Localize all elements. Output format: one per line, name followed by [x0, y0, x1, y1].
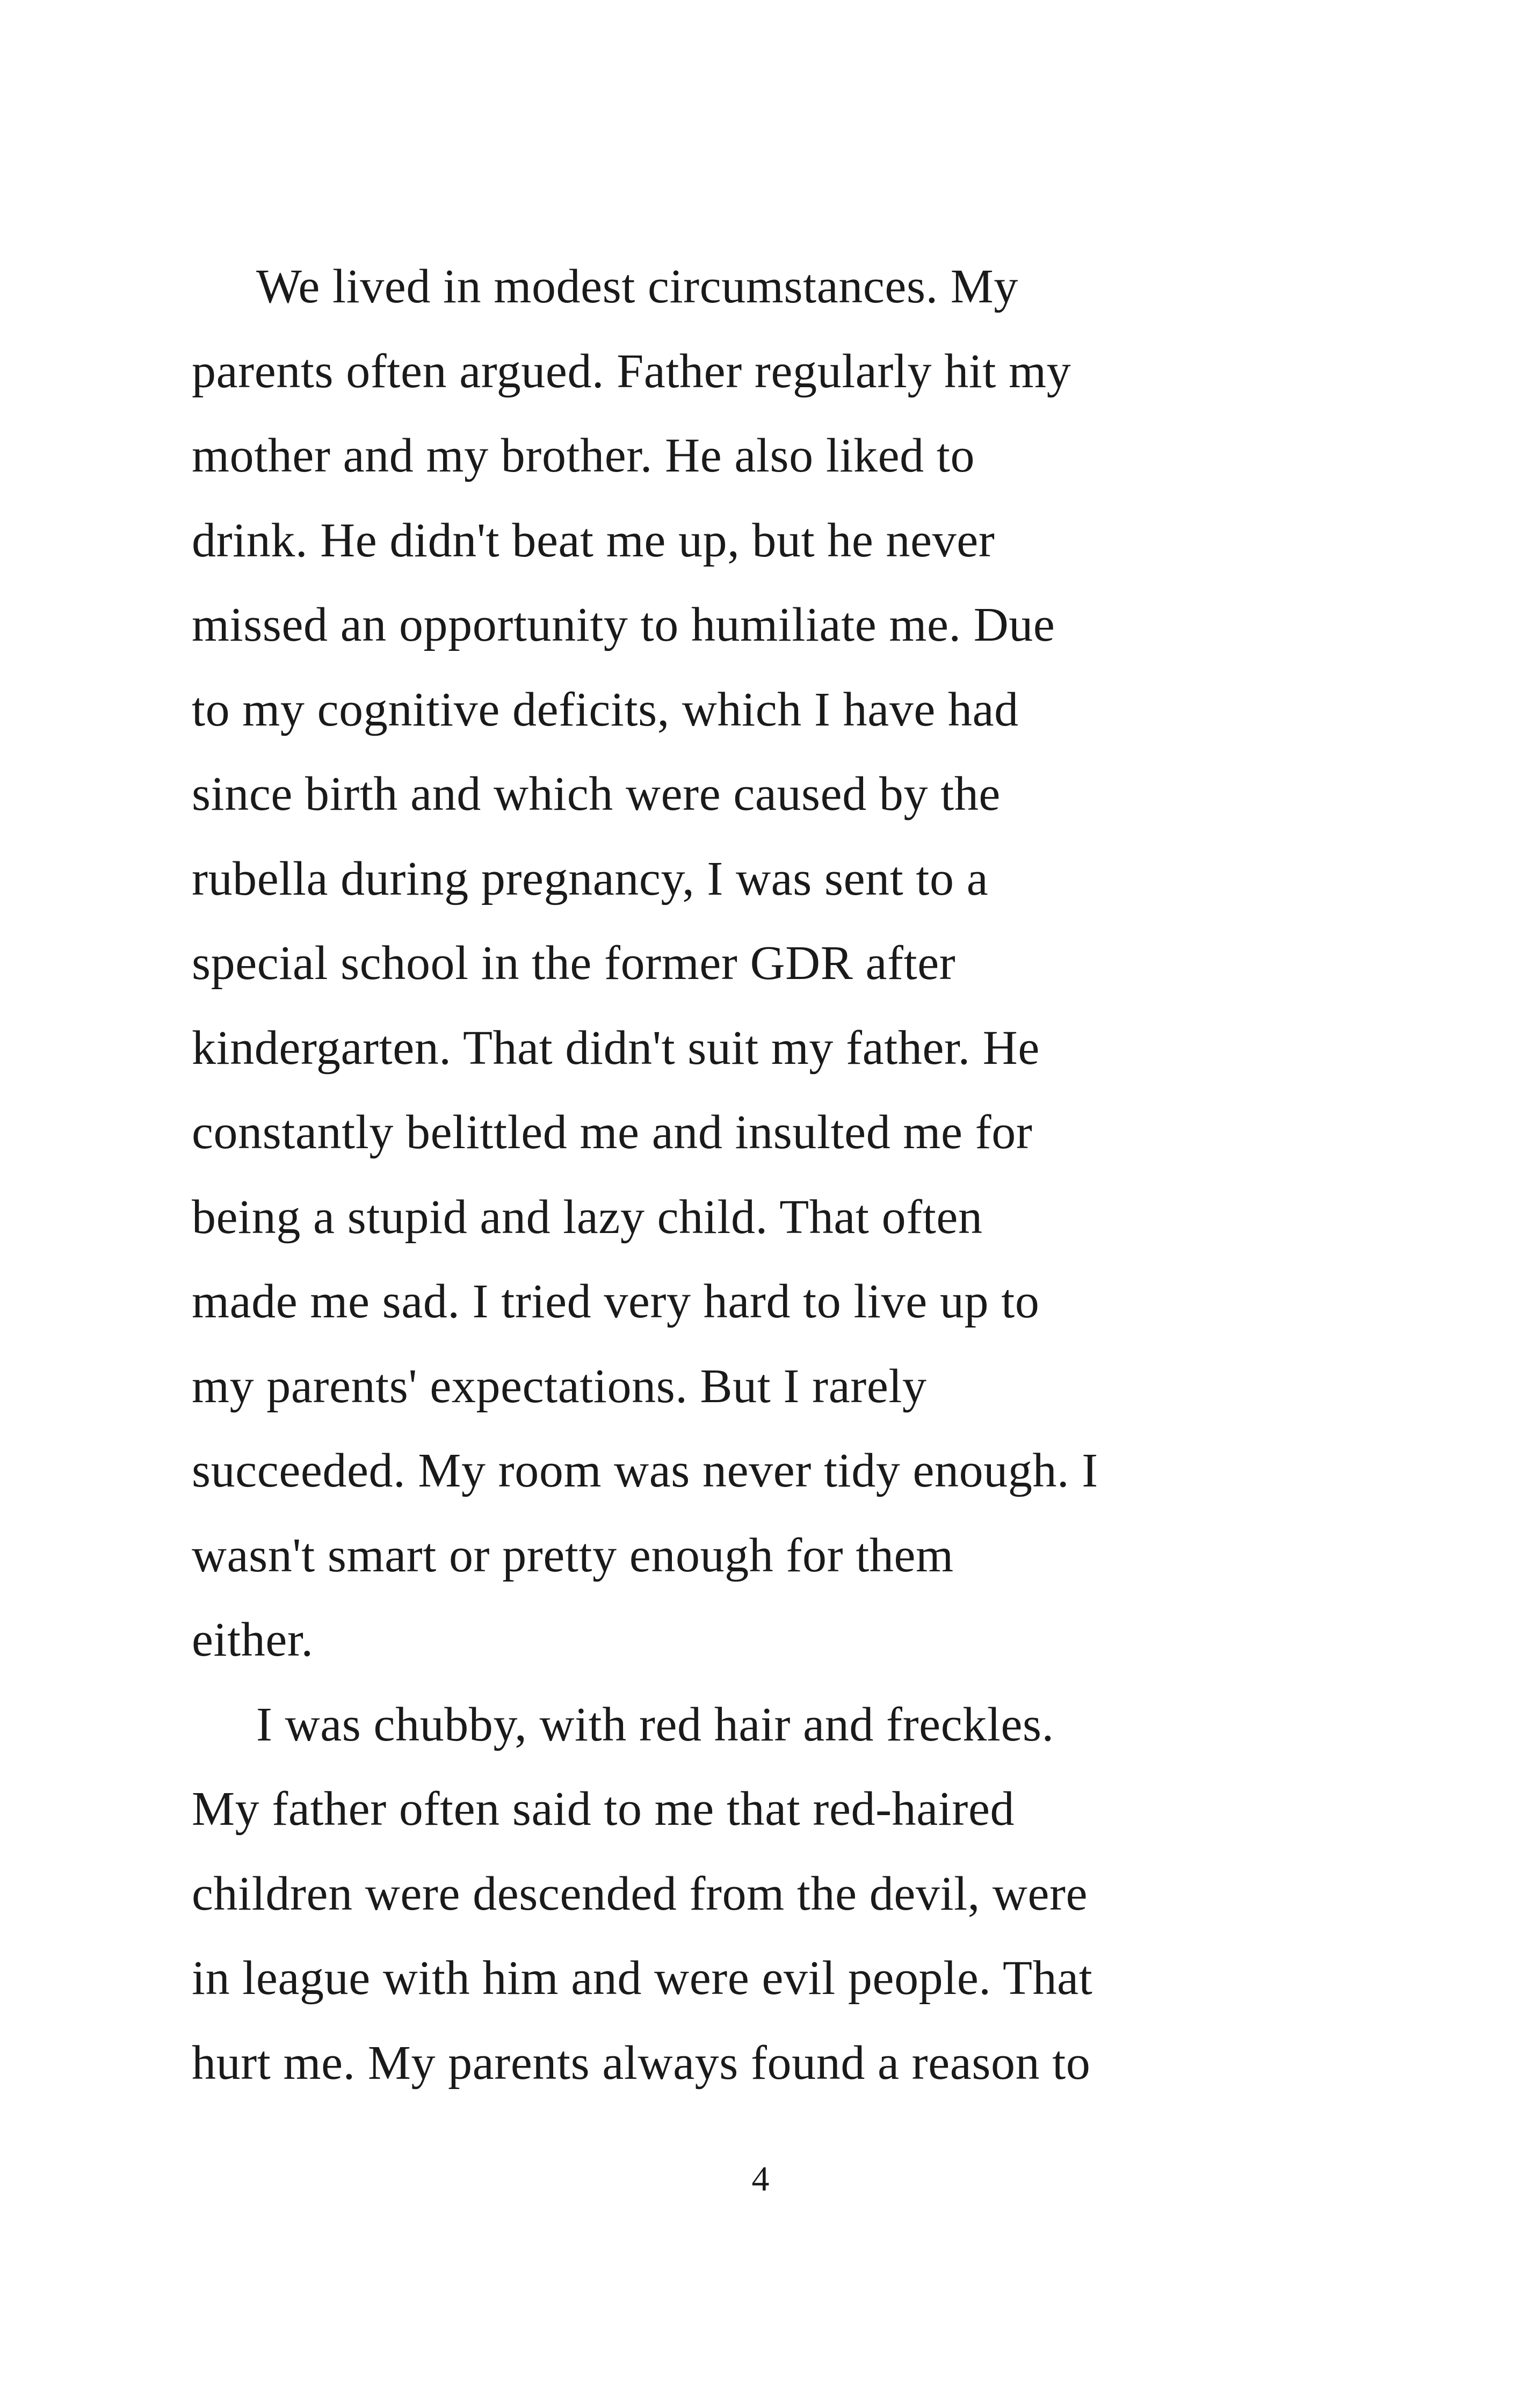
text-line: I was chubby, with red hair and freckles.: [256, 1698, 1054, 1751]
text-line: missed an opportunity to humiliate me. Due: [192, 598, 1055, 651]
text-line: succeeded. My room was never tidy enough. I: [192, 1444, 1098, 1497]
text-line: rubella during pregnancy, I was sent to a: [192, 852, 989, 905]
text-line: since birth and which were caused by the: [192, 767, 1001, 821]
paragraph-1: [192, 244, 1244, 1682]
text-line: either.: [192, 1613, 314, 1666]
text-line: hurt me. My parents always found a reason to: [192, 2036, 1091, 2090]
text-line: special school in the former GDR after: [192, 937, 956, 990]
text-line: parents often argued. Father regularly hit my: [192, 344, 1071, 398]
text-line: mother and my brother. He also liked to: [192, 429, 975, 482]
text-line: constantly belittled me and insulted me for: [192, 1106, 1033, 1159]
text-line: drink. He didn't beat me up, but he never: [192, 513, 995, 567]
text-line: My father often said to me that red-haired: [192, 1782, 1015, 1836]
text-line: children were descended from the devil, were: [192, 1867, 1088, 1920]
text-line: wasn't smart or pretty enough for them: [192, 1528, 954, 1582]
body-text: [192, 244, 1244, 2105]
page-number: 4: [751, 2159, 770, 2199]
text-line: made me sad. I tried very hard to live up to: [192, 1275, 1040, 1328]
paragraph-2: [192, 1682, 1244, 2106]
text-line: to my cognitive deficits, which I have had: [192, 683, 1019, 736]
text-line: We lived in modest circumstances. My: [256, 260, 1019, 313]
text-line: kindergarten. That didn't suit my father. He: [192, 1021, 1040, 1075]
text-line: in league with him and were evil people. That: [192, 1952, 1093, 2005]
text-line: being a stupid and lazy child. That often: [192, 1190, 983, 1244]
text-line: my parents' expectations. But I rarely: [192, 1359, 927, 1413]
